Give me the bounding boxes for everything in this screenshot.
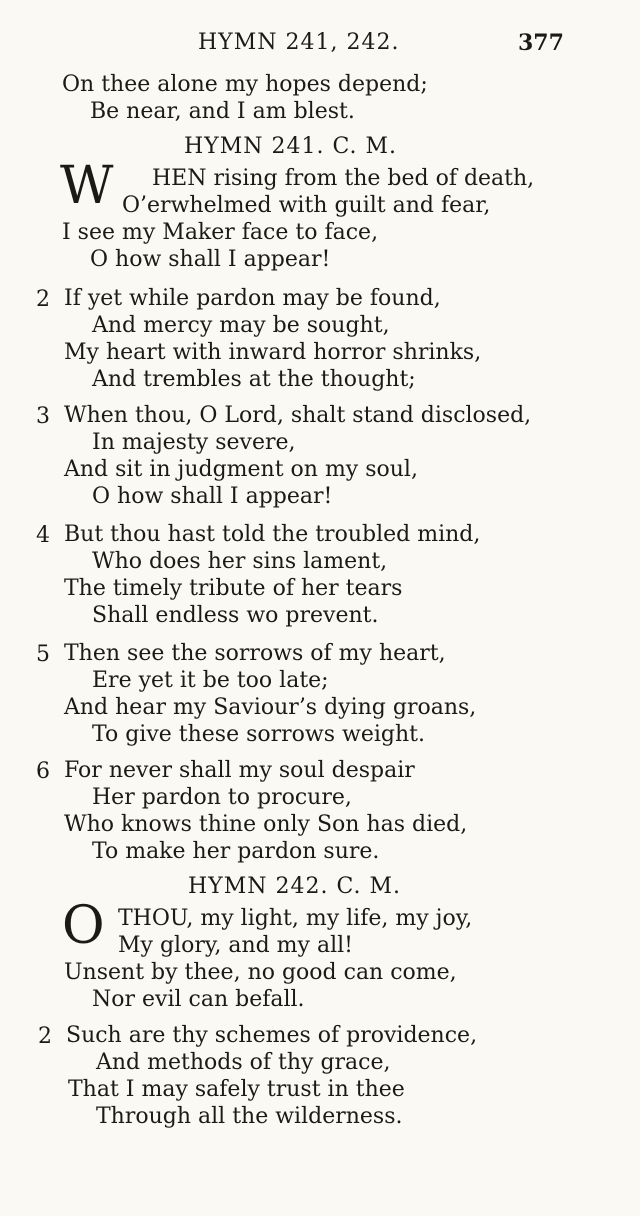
verse-line: I see my Maker face to face, [62,220,379,245]
verse-line: Her pardon to procure, [92,785,352,810]
page-number: 377 [518,30,564,56]
verse-line: Ere yet it be too late; [92,668,329,693]
verse-line: To make her pardon sure. [92,839,380,864]
verse-line: Who knows thine only Son has died, [64,812,468,837]
verse-line: My glory, and my all! [118,933,353,958]
verse-line: That I may safely trust in thee [68,1077,405,1102]
verse-number: 2 [36,287,50,312]
verse-line: When thou, O Lord, shalt stand disclosed, [64,403,532,428]
verse-line: HEN rising from the bed of death, [152,166,535,191]
verse-line: Nor evil can befall. [92,987,305,1012]
verse-line: O’erwhelmed with guilt and fear, [122,193,491,218]
verse-number: 4 [36,523,50,548]
verse-line: And trembles at the thought; [92,367,416,392]
verse-line: And sit in judgment on my soul, [64,457,418,482]
continuation-line: Be near, and I am blest. [90,99,355,124]
verse-line: Unsent by thee, no good can come, [64,960,457,985]
dropcap-o: O [62,896,105,956]
verse-line: O how shall I appear! [90,247,331,272]
verse-line: My heart with inward horror shrinks, [64,340,482,365]
verse-number: 5 [36,642,50,667]
verse-line: Shall endless wo prevent. [92,603,379,628]
verse-line: And hear my Saviour’s dying groans, [64,695,477,720]
verse-number: 3 [36,404,50,429]
verse-line: But thou hast told the troubled mind, [64,522,481,547]
verse-line: For never shall my soul despair [64,758,415,783]
hymn-242-title: HYMN 242. C. M. [188,874,402,899]
verse-line: If yet while pardon may be found, [64,286,441,311]
verse-line: Through all the wilderness. [96,1104,403,1129]
verse-line: And mercy may be sought, [92,313,390,338]
running-head: HYMN 241, 242. [198,30,400,55]
verse-line: Such are thy schemes of providence, [66,1023,478,1048]
verse-number: 2 [38,1024,52,1049]
verse-line: THOU, my light, my life, my joy, [118,906,473,931]
continuation-line: On thee alone my hopes depend; [62,72,428,97]
verse-line: Who does her sins lament, [92,549,388,574]
verse-line: To give these sorrows weight. [92,722,425,747]
verse-line: And methods of thy grace, [96,1050,391,1075]
dropcap-w: W [60,156,114,216]
verse-line: The timely tribute of her tears [64,576,403,601]
verse-line: O how shall I appear! [92,484,333,509]
verse-line: In majesty severe, [92,430,296,455]
verse-line: Then see the sorrows of my heart, [64,641,446,666]
verse-number: 6 [36,759,50,784]
hymn-241-title: HYMN 241. C. M. [184,134,398,159]
